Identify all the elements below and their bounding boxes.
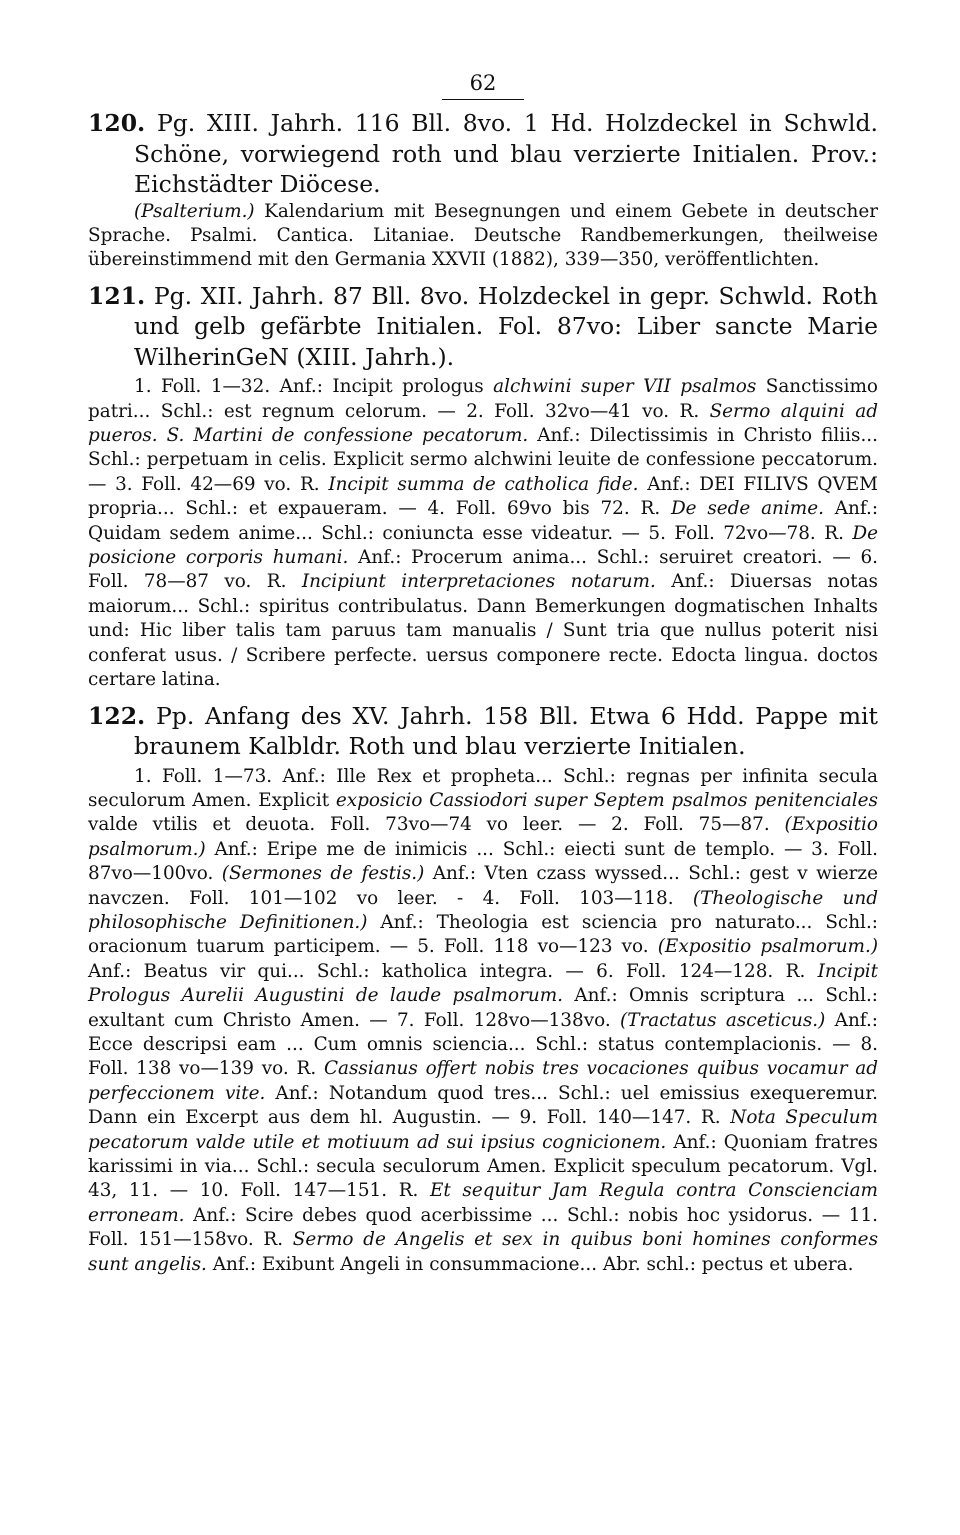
entry-body	[88, 765, 878, 1278]
entry-heading	[88, 281, 878, 373]
italic-title-segment: exposicio Cassiodori super Septem psalmos penitenciales	[335, 789, 878, 811]
entry-body	[88, 200, 878, 273]
italic-title-segment: Incipiunt interpretaciones notarum.	[301, 571, 656, 593]
entry-heading-text: Pp. Anfang des XV. Jahrh. 158 Bll. Etwa 6 Hdd. Pappe mit braunem Kalbldr. Roth und blau verzierte Initialen.	[134, 701, 878, 760]
italic-title-segment: Sermo alquini ad pueros. S. Martini de confessione pecatorum.	[88, 400, 878, 447]
italic-title-segment: (Expositio psalmorum.)	[88, 814, 878, 860]
text-segment: 1. Foll. 1—32. Anf.: Incipit prologus	[134, 376, 494, 398]
text-segment: Anf.: Exibunt Angeli in consummacione... Abr. schl.: pectus et ubera.	[206, 1253, 854, 1275]
catalog-entry-120	[88, 108, 878, 273]
entry-number: 122.	[88, 701, 146, 730]
italic-title-segment: (Sermones de festis.)	[221, 863, 425, 885]
text-segment: Anf.: Procerum anima... Schl.: seruiret creatori. — 6. Foll. 78—87 vo. R.	[88, 547, 879, 593]
italic-title-segment: alchwini super VII psalmos	[493, 376, 757, 398]
italic-title-segment: Et sequitur Jam Regula contra Conscienciam erroneam.	[88, 1180, 878, 1226]
italic-title-segment: Nota Speculum pecatorum valde utile et motiuum ad sui ipsius cognicionem.	[88, 1107, 878, 1153]
italic-title-segment: Cassianus offert nobis tres vocaciones quibus vocamur ad perfeccionem vite.	[88, 1058, 878, 1104]
text-segment: Anf.: Ecce descripsi eam ... Cum omnis sciencia... Schl.: status contemplacionis. — 8. Foll. 138 vo—139 vo. R.	[88, 1009, 878, 1080]
text-segment: Anf.: DEI FILIVS QVEM propria... Schl.: et expaueram. — 4. Foll. 69vo bis 72. R.	[88, 473, 878, 520]
catalog-entry-121	[88, 281, 878, 693]
italic-title-segment: (Tractatus asceticus.)	[620, 1009, 826, 1031]
italic-title-segment: Incipit summa de catholica fide.	[328, 473, 639, 495]
italic-title-segment: De sede anime.	[670, 498, 824, 520]
text-segment: Anf.: Quoniam fratres karissimi in via... Schl.: secula seculorum Amen. Explicit speculum pecatorum. Vgl. 43, 11. — 10. Foll. 147—151. R.	[88, 1131, 878, 1202]
text-segment: Kalendarium mit Besegnungen und einem Gebete in deutscher Sprache. Psalmi. Cantica. Litaniae. Deutsche Randbemerkungen, theilweise übereinstimmend mit den Germania XXVII (1882), 339—350, veröffentlichten.	[88, 200, 878, 271]
text-segment: Sanctissimo patri... Schl.: est regnum celorum. — 2. Foll. 32vo—41 vo. R.	[88, 376, 878, 422]
catalog-entry-122	[88, 701, 878, 1278]
entry-heading	[88, 108, 878, 200]
italic-title-segment: (Theologische und philosophische Definitionen.)	[88, 887, 878, 933]
text-segment: Anf.: Quidam sedem anime... Schl.: coniuncta esse videatur. — 5. Foll. 72vo—78. R.	[88, 498, 879, 544]
entry-body	[88, 375, 878, 692]
entry-number: 120.	[88, 109, 146, 137]
text-segment: Anf.: Eripe me de inimicis ... Schl.: eiecti sunt de templo. — 3. Foll. 87vo—100vo.	[88, 838, 878, 885]
entry-heading	[88, 701, 878, 762]
entry-heading-text: Pg. XII. Jahrh. 87 Bll. 8vo. Holzdeckel in gepr. Schwld. Roth und gelb gefärbte Initialen. Fol. 87vo: Liber sancte Marie WilherinGeN (XIII. Jahrh.).	[134, 281, 878, 371]
italic-title-segment: (Expositio psalmorum.)	[657, 936, 878, 958]
text-segment: Anf.: Omnis scriptura ... Schl.: exultant cum Christo Amen. — 7. Foll. 128vo—138vo.	[88, 985, 879, 1031]
text-segment: Anf.: Beatus vir qui... Schl.: katholica integra. — 6. Foll. 124—128. R.	[88, 960, 818, 982]
text-segment: Anf.: Diuersas notas maiorum... Schl.: spiritus contribulatus. Dann Bemerkungen dogmatischen Inhalts und: Hic liber talis tam paruus tam manualis / Sunt tria que nullus poterit nisi conferat usus. / Scribere perfecte. uersus componere recte. Edocta lingua. doctos certare latina.	[88, 571, 878, 691]
text-segment: Anf.: Dilectissimis in Christo filiis... Schl.: perpetuam in celis. Explicit sermo alchwini leuite de confessione peccatorum. — 3. Foll. 42—69 vo. R.	[88, 425, 878, 495]
italic-title-segment: (Psalterium.)	[134, 200, 255, 222]
text-segment: Anf.: Vten czass wyssed... Schl.: gest v wierze navczen. Foll. 101—102 vo leer. - 4. Foll. 103—118.	[88, 863, 878, 909]
document-page	[88, 70, 878, 1277]
text-segment: Anf.: Notandum quod tres... Schl.: uel emissius exequeremur. Dann ein Excerpt aus dem hl. Augustin. — 9. Foll. 140—147. R.	[88, 1082, 878, 1129]
text-segment: Anf.: Scire debes quod acerbissime ... Schl.: nobis hoc ysidorus. — 11. Foll. 151—158vo. R.	[88, 1204, 878, 1251]
page-number: 62	[88, 70, 878, 100]
text-segment: 1. Foll. 1—73. Anf.: Ille Rex et propheta... Schl.: regnas per infinita secula seculorum Amen. Explicit	[88, 765, 878, 811]
italic-title-segment: Incipit Prologus Aurelii Augustini de laude psalmorum.	[88, 960, 878, 1007]
entry-number: 121.	[88, 281, 146, 310]
italic-title-segment: Sermo de Angelis et sex in quibus boni homines conformes sunt angelis.	[88, 1229, 879, 1275]
text-segment: valde vtilis et deuota. Foll. 73vo—74 vo leer. — 2. Foll. 75—87.	[88, 814, 785, 836]
italic-title-segment: De posicione corporis humani.	[88, 522, 878, 569]
text-segment: Anf.: Theologia est sciencia pro naturato... Schl.: oracionum tuarum participem. — 5. Foll. 118 vo—123 vo.	[88, 911, 878, 958]
entry-heading-text: Pg. XIII. Jahrh. 116 Bll. 8vo. 1 Hd. Holzdeckel in Schwld. Schöne, vorwiegend roth und blau verzierte Initialen. Prov.: Eichstädter Diöcese.	[134, 109, 878, 198]
